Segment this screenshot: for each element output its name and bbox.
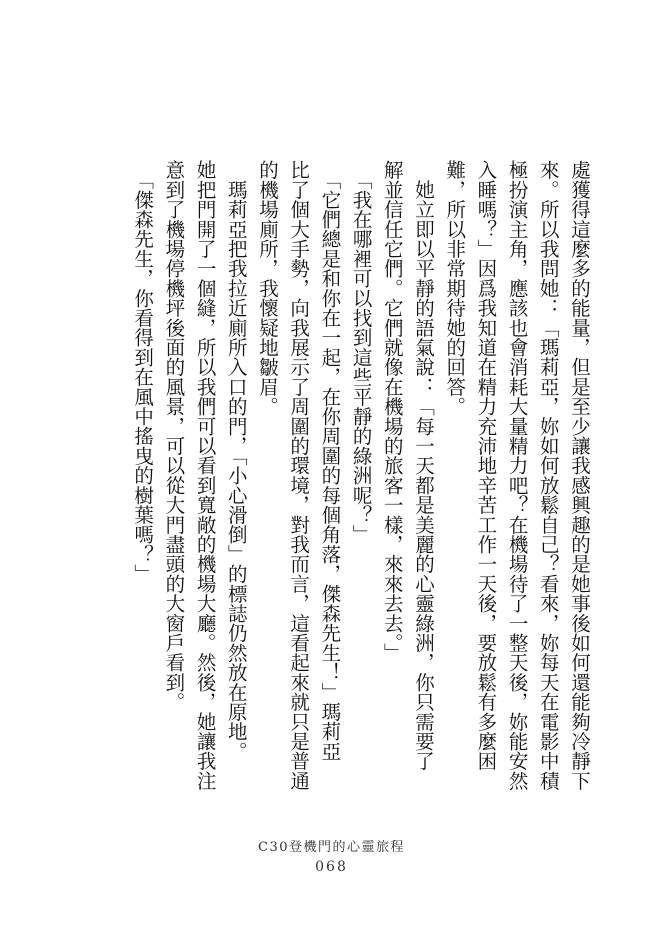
text-column: 「傑森先生，你看得到在風中搖曳的樹葉嗎？」 [131, 160, 155, 584]
text-column: 入睡嗎？」因爲我知道在精力充沛地辛苦工作一天後，要放鬆有多麼困 [474, 160, 498, 771]
text-column: 來。所以我問她：「瑪莉亞，妳如何放鬆自己？看來，妳每天在電影中積 [536, 160, 560, 791]
text-column: 極扮演主角，應該也會消耗大量精力吧？在機場待了一整天後，妳能安然 [505, 160, 529, 791]
text-column: 難，所以非常期待她的回答。 [443, 160, 467, 417]
vertical-text-body [127, 160, 595, 791]
text-column: 意到了機場停機坪後面的風景，可以從大門盡頭的大窗戶看到。 [162, 160, 186, 712]
text-column: 瑪莉亞把我拉近廁所入口的門，「小心滑倒」的標誌仍然放在原地。 [224, 160, 248, 761]
running-footer-title: C30登機門的心靈旅程 [258, 840, 405, 855]
text-column: 的機場廁所，我懷疑地皺眉。 [255, 160, 279, 417]
text-column: 「我在哪裡可以找到這些平靜的綠洲呢？」 [349, 160, 373, 545]
text-column: 處獲得這麼多的能量，但是至少讓我感興趣的是她事後如何還能夠冷靜下 [568, 160, 591, 791]
page-number: 068 [315, 859, 348, 875]
text-column: 解並信任它們。它們就像在機場的旅客一樣，來來去去。」 [380, 160, 404, 663]
text-column: 她立即以平靜的語氣說：「每一天都是美麗的心靈綠洲，你只需要了 [411, 160, 435, 771]
text-column: 「它們總是和你在一起，在你周圍的每個角落，傑森先生！」瑪莉亞 [318, 160, 342, 761]
text-column: 她把門開了一個縫，所以我們可以看到寬敞的機場大廳。然後，她讓我注 [193, 160, 217, 791]
text-column: 比了個大手勢，向我展示了周圍的環境，對我而言，這看起來就只是普通 [287, 160, 311, 791]
